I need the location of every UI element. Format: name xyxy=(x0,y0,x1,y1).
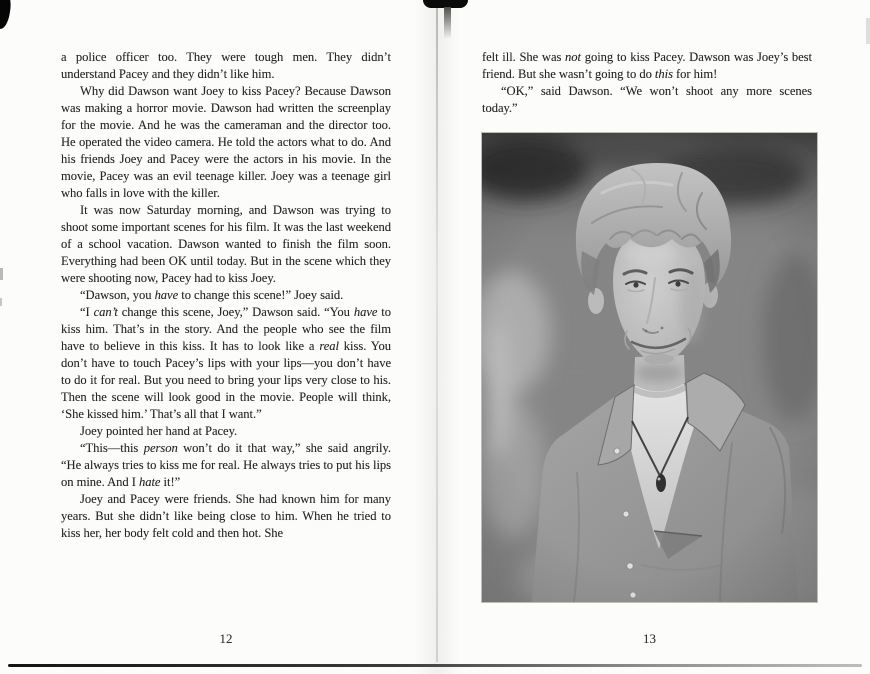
scan-bottom-edge-line xyxy=(8,664,862,667)
paragraph: “This—this person won’t do it that way,” she said angrily. “He always tries to kiss me for real. He always tries to put his lips on mine. And I hate it!” xyxy=(61,441,392,489)
right-page-text xyxy=(482,49,812,117)
scan-edge-smudge xyxy=(0,298,2,306)
left-page-text xyxy=(61,49,391,542)
paragraph: Joey pointed her hand at Pacey. xyxy=(80,424,238,438)
right-page-number: 13 xyxy=(643,631,656,646)
paragraph: “Dawson, you have to change this scene!” Joey said. xyxy=(80,288,344,302)
paragraph: It was now Saturday morning, and Dawson was trying to shoot some important scenes for his film. It was the last weekend of a school vacation. Dawson wanted to finish the film soon. Everything had been OK until today. But in the scene which they were shooting now, Pacey had to kiss Joey. xyxy=(61,203,391,285)
paragraph: Why did Dawson want Joey to kiss Pacey? Because Dawson was making a horror movie. Dawson had written the screenplay for the movie. And he was the cameraman and the director too. He operated the video camera. He told the actors what to do. And his friends Joey and Pacey were the actors in his movie. In the movie, Pacey was an evil teenage killer. Joey was a teenage girl who falls in love with the killer. xyxy=(61,84,391,200)
paragraph: a police officer too. They were tough men. They didn’t understand Pacey and they didn’t like him. xyxy=(61,50,391,81)
paragraph: Joey and Pacey were friends. She had known him for many years. But she didn’t like being close to him. When he tried to kiss her, her body felt cold and then hot. She xyxy=(61,492,391,540)
left-page-number: 12 xyxy=(219,631,233,646)
scan-edge-smudge xyxy=(0,268,3,280)
paragraph: “OK,” said Dawson. “We won’t shoot any more scenes today.” xyxy=(482,84,812,115)
paragraph: felt ill. She was not going to kiss Pacey. Dawson was Joey’s best friend. But she wasn’t going to do this for him! xyxy=(482,50,812,81)
portrait-photo xyxy=(482,133,817,602)
paragraph: “I can’t change this scene, Joey,” Dawson said. “You have to kiss him. That’s in the story. And the people who see the film have to believe in this kiss. It has to look like a real kiss. You don’t have to touch Pacey’s lips with your lips—you don’t have to do it for real. But you need to bring your lips very close to his. Then the scene will look good in the movie. People will think, ‘She kissed him.’ That’s all that I want.” xyxy=(61,305,391,421)
scan-corner-mark xyxy=(0,0,13,30)
scan-gutter-top-tail xyxy=(444,7,451,39)
scan-right-edge-mark xyxy=(866,18,870,44)
scan-gutter-line xyxy=(436,8,438,662)
